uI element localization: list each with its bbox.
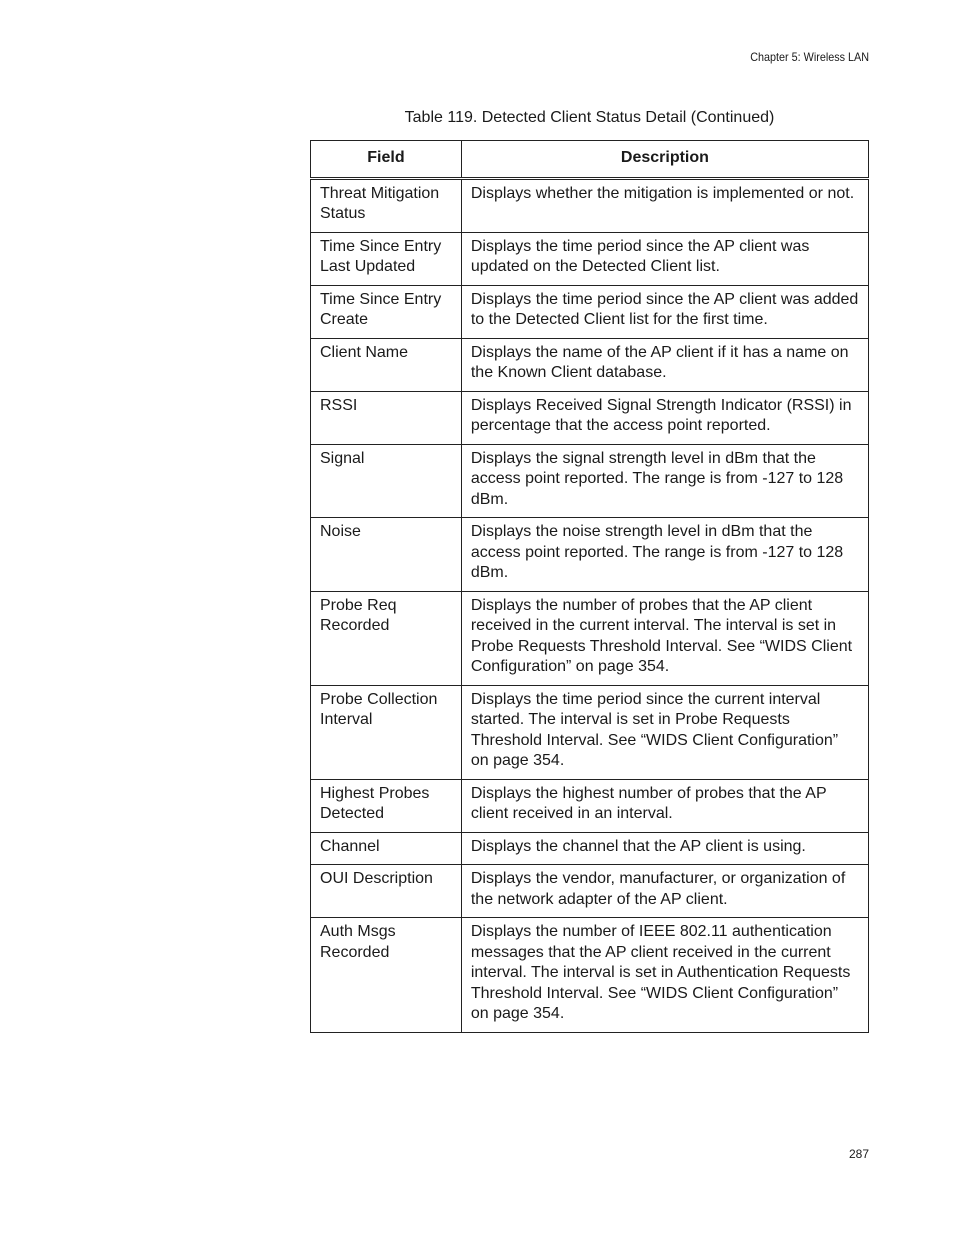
description-cell: Displays the number of probes that the AP client received in the current interval. The interval is set in Probe Requests Threshold Interval. See “WIDS Client Configuration” on page 354. [461,591,868,685]
table-row [311,918,869,1033]
column-header-field: Field [311,141,462,179]
description-cell: Displays the number of IEEE 802.11 authentication messages that the AP client received in the current interval. The interval is set in Authentication Requests Threshold Interval. See “WIDS Client Configuration” on page 354. [461,918,868,1033]
field-cell: Time Since Entry Last Updated [311,232,462,285]
field-cell: Threat Mitigation Status [311,178,462,232]
table-row [311,832,869,865]
column-header-description: Description [461,141,868,179]
field-cell: Client Name [311,338,462,391]
table-row [311,591,869,685]
running-header: Chapter 5: Wireless LAN [750,50,869,64]
table-row [311,232,869,285]
description-cell: Displays the time period since the AP client was added to the Detected Client list for the first time. [461,285,868,338]
field-cell: Highest Probes Detected [311,779,462,832]
field-cell: Auth Msgs Recorded [311,918,462,1033]
description-cell: Displays the channel that the AP client is using. [461,832,868,865]
field-cell: Probe Collection Interval [311,685,462,779]
table-row [311,338,869,391]
description-cell: Displays the time period since the current interval started. The interval is set in Probe Requests Threshold Interval. See “WIDS Client Configuration” on page 354. [461,685,868,779]
description-cell: Displays the signal strength level in dBm that the access point reported. The range is from -127 to 128 dBm. [461,444,868,518]
field-cell: OUI Description [311,865,462,918]
table-row [311,178,869,232]
table-row [311,779,869,832]
description-cell: Displays the vendor, manufacturer, or organization of the network adapter of the AP client. [461,865,868,918]
description-cell: Displays the highest number of probes that the AP client received in an interval. [461,779,868,832]
table-row [311,391,869,444]
description-cell: Displays whether the mitigation is implemented or not. [461,178,868,232]
field-cell: Probe Req Recorded [311,591,462,685]
description-cell: Displays Received Signal Strength Indicator (RSSI) in percentage that the access point reported. [461,391,868,444]
field-cell: Noise [311,518,462,592]
page-number: 287 [848,1147,869,1161]
detected-client-status-table [310,140,869,1033]
table-row [311,518,869,592]
table-row [311,285,869,338]
description-cell: Displays the time period since the AP client was updated on the Detected Client list. [461,232,868,285]
table-header-row [311,141,869,179]
table-row [311,444,869,518]
field-cell: Time Since Entry Create [311,285,462,338]
description-cell: Displays the name of the AP client if it has a name on the Known Client database. [461,338,868,391]
field-cell: RSSI [311,391,462,444]
description-cell: Displays the noise strength level in dBm that the access point reported. The range is from -127 to 128 dBm. [461,518,868,592]
field-cell: Channel [311,832,462,865]
table-row [311,865,869,918]
field-cell: Signal [311,444,462,518]
table-caption: Table 119. Detected Client Status Detail (Continued) [404,109,775,126]
table-row [311,685,869,779]
